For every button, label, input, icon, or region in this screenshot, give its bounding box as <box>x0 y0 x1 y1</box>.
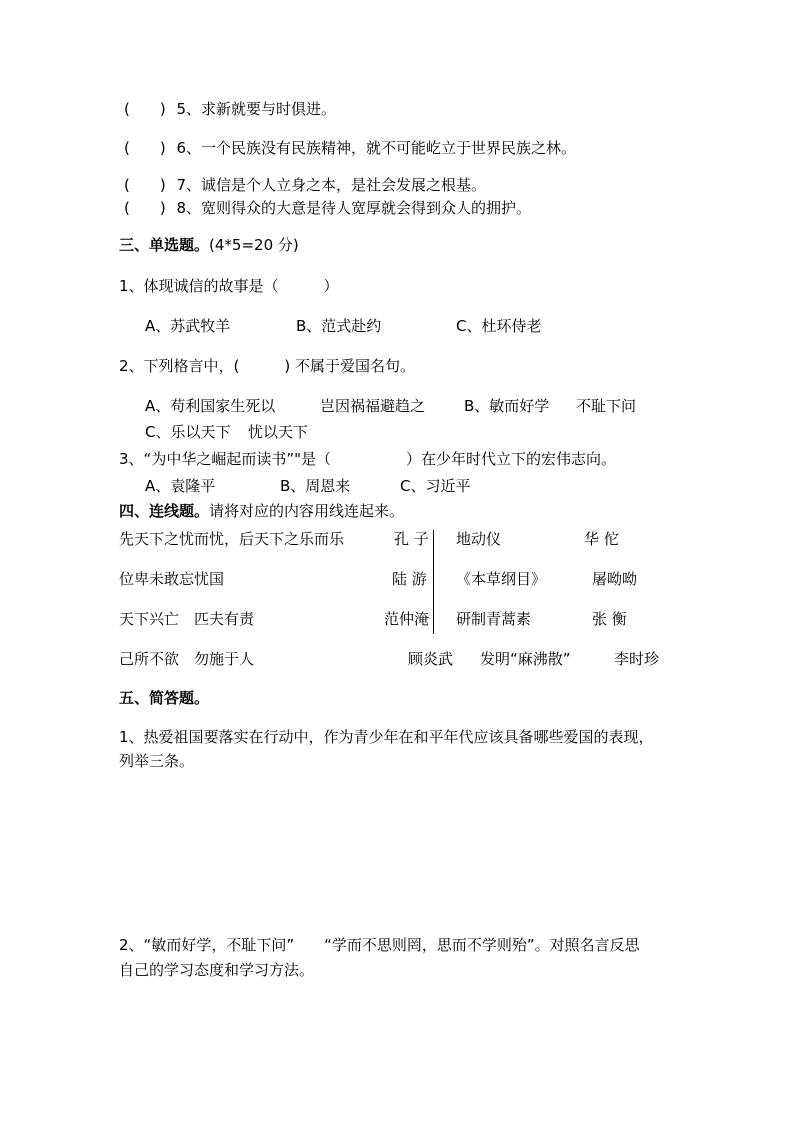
judgment-text: 5、求新就要与时俱进。 <box>176 100 337 118</box>
q3-option-b: B、周恩来 <box>280 477 351 495</box>
section-title: 四、连线题。 <box>119 502 210 520</box>
q2-option-b-cont: 不耻下问 <box>576 397 637 415</box>
answer-blank: ( ) <box>124 176 166 194</box>
match-quote: 天下兴亡 匹夫有责 <box>119 610 255 628</box>
q2-option-c-cont: 忧以天下 <box>248 423 309 441</box>
match-name: 李时珍 <box>614 650 660 668</box>
section-instruction: 请将对应的内容用线连起来。 <box>209 502 405 520</box>
match-name: 屠呦呦 <box>592 570 638 588</box>
question-3-stem: 3、“为中华之崛起而读书”"是（ ）在少年时代立下的宏伟志向。 <box>119 450 616 468</box>
short-answer-2-line-1: 2、“敏而好学，不耻下问” “学而不思则罔，思而不学则殆”。对照名言反思 <box>119 936 640 954</box>
q2-option-a: A、苟利国家生死以 <box>145 397 276 415</box>
match-quote: 位卑未敢忘忧国 <box>119 570 225 588</box>
q2-option-c: C、乐以天下 <box>145 423 231 441</box>
q1-option-c: C、杜环侍老 <box>456 317 542 335</box>
section-title: 三、单选题。 <box>119 236 210 254</box>
judgment-text: 7、诚信是个人立身之本，是社会发展之根基。 <box>176 176 487 194</box>
match-person: 孔 子 <box>394 530 429 548</box>
match-item: 研制青蒿素 <box>456 610 532 628</box>
match-item: 地动仪 <box>456 530 502 548</box>
section-4-heading <box>119 501 404 521</box>
match-quote: 先天下之忧而忧，后天下之乐而乐 <box>119 530 345 548</box>
short-answer-1-line-2: 列举三条。 <box>119 752 195 770</box>
section-score: (4*5=20 分) <box>209 236 299 254</box>
match-name: 华 佗 <box>584 530 619 548</box>
section-3-heading <box>119 235 299 255</box>
q1-option-b: B、范式赴约 <box>296 317 382 335</box>
question-2-stem: 2、下列格言中，( ) 不属于爱国名句。 <box>119 357 416 375</box>
q2-option-b: B、敏而好学 <box>464 397 550 415</box>
answer-blank: ( ) <box>124 199 166 217</box>
section-5-heading: 五、简答题。 <box>119 689 210 707</box>
judgment-item-6 <box>124 138 576 158</box>
short-answer-2-line-2: 自己的学习态度和学习方法。 <box>119 961 315 979</box>
q2-option-a-cont: 岂因祸福避趋之 <box>320 397 426 415</box>
question-1-stem: 1、体现诚信的故事是（ ） <box>119 277 339 295</box>
match-person: 顾炎武 <box>408 650 454 668</box>
q3-option-c: C、习近平 <box>400 477 471 495</box>
match-quote: 己所不欲 勿施于人 <box>119 650 255 668</box>
judgment-text: 8、宽则得众的大意是待人宽厚就会得到众人的拥护。 <box>176 199 532 217</box>
answer-blank: ( ) <box>124 100 166 118</box>
match-person: 范仲淹 <box>384 610 430 628</box>
answer-blank: ( ) <box>124 139 166 157</box>
divider-line <box>433 530 434 634</box>
match-item: 发明“麻沸散” <box>480 650 571 668</box>
judgment-item-5 <box>124 99 336 119</box>
judgment-item-7 <box>124 175 486 195</box>
match-person: 陆 游 <box>392 570 427 588</box>
match-item: 《本草纲目》 <box>456 570 547 588</box>
match-name: 张 衡 <box>592 610 627 628</box>
judgment-item-8 <box>124 198 531 218</box>
q3-option-a: A、袁隆平 <box>145 477 216 495</box>
short-answer-1-line-1: 1、热爱祖国要落实在行动中，作为青少年在和平年代应该具备哪些爱国的表现， <box>119 728 654 746</box>
q1-option-a: A、苏武牧羊 <box>145 317 231 335</box>
judgment-text: 6、一个民族没有民族精神，就不可能屹立于世界民族之林。 <box>176 139 577 157</box>
